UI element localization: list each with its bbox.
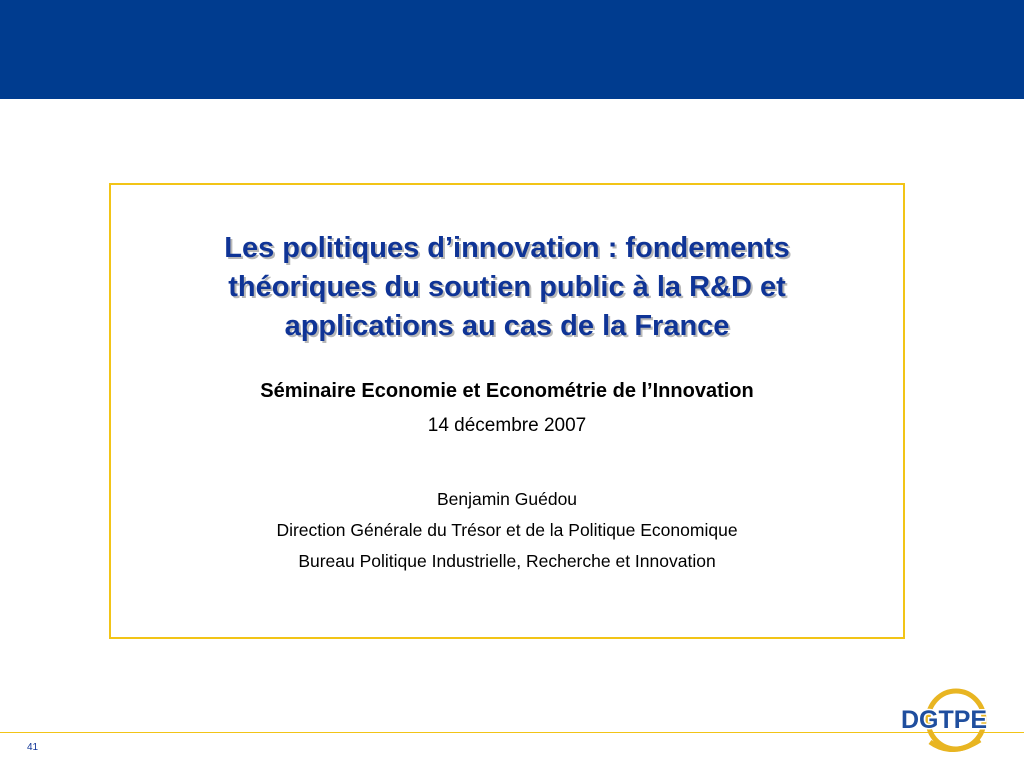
author-name: Benjamin Guédou	[436, 489, 578, 509]
footer-divider	[0, 732, 1024, 733]
affiliation-line: Bureau Politique Industrielle, Recherche et Innovation	[298, 551, 716, 571]
dgtpe-logo-icon	[892, 682, 996, 752]
title-line: applications au cas de la France	[284, 310, 730, 342]
header-band	[0, 0, 1024, 99]
logo-text: DGTPE	[900, 706, 988, 734]
title-line: théoriques du soutien public à la R&D et	[228, 271, 786, 303]
affiliation-line: Direction Générale du Trésor et de la Politique Economique	[276, 520, 738, 540]
title-line: Les politiques d’innovation : fondements	[224, 232, 790, 264]
seminar-date: 14 décembre 2007	[427, 415, 587, 436]
seminar-name: Séminaire Economie et Econométrie de l’Innovation	[260, 380, 754, 402]
title-frame	[109, 183, 905, 639]
author-block	[111, 484, 903, 577]
slide-title	[141, 229, 873, 346]
page-number: 41	[27, 742, 39, 753]
